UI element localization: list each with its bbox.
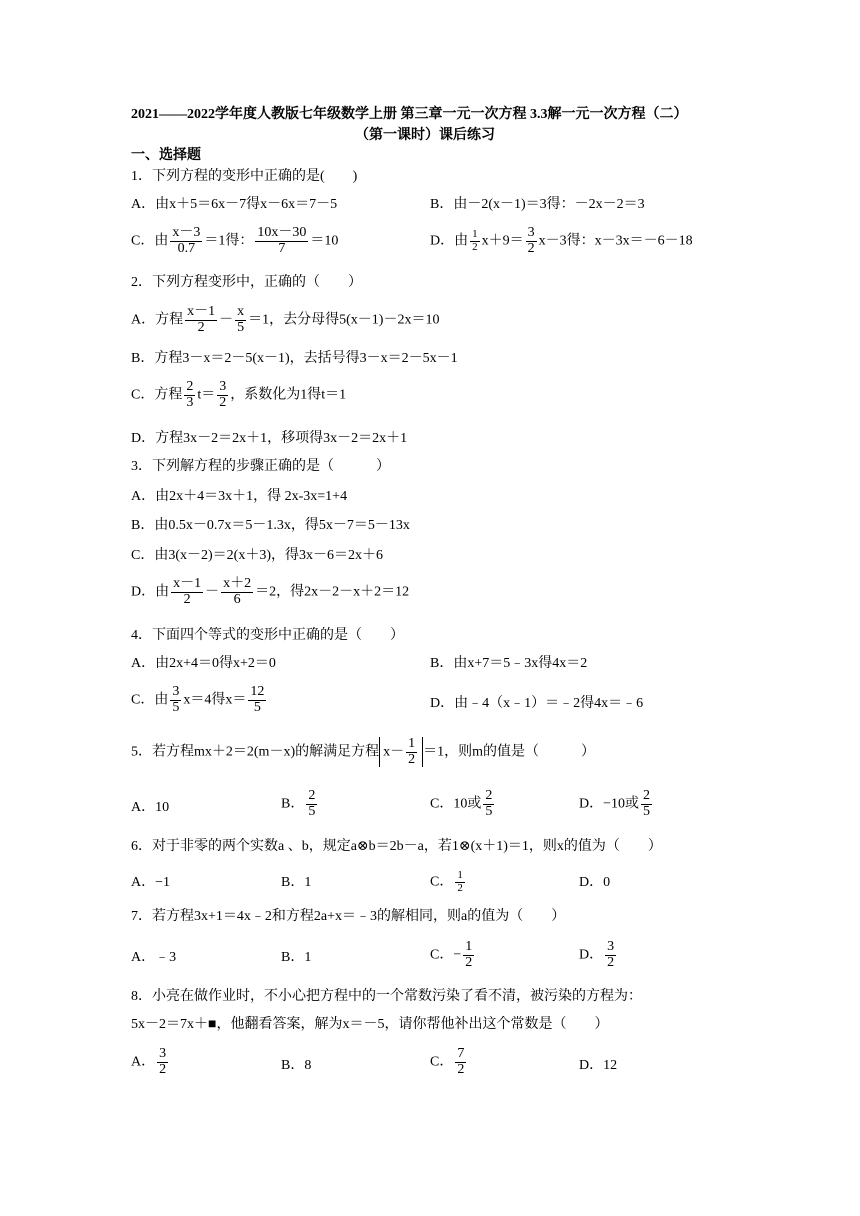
q5-option-b: B． $\frac{2}{5}$: [281, 788, 316, 819]
q1-option-d: D．由 $\frac{1}{2}$ x＋9＝ $\frac{3}{2}$ x－3得：x－3x＝－6－18: [430, 225, 693, 256]
question-2-stem: 2．下列方程变形中，正确的（ ）: [131, 275, 362, 290]
section-heading: 一、选择题: [131, 148, 201, 163]
q4-option-a: A．由2x+4＝0得x+2＝0: [131, 656, 276, 671]
q6-option-a: A．−1: [131, 875, 171, 890]
q8-option-d: D．12: [579, 1058, 618, 1073]
q7-option-d: D． $\frac{3}{2}$: [579, 939, 615, 970]
fraction: $\frac{3}{2}$: [219, 379, 227, 410]
q2-option-c: C．方程 $\frac{2}{3}$ t＝ $\frac{3}{2}$ ，系数化为1得t＝1: [131, 379, 347, 410]
q2-option-b: B．方程3－x＝2－5(x－1)，去括号得3－x＝2－5x－1: [131, 351, 458, 366]
q8-option-a: A． $\frac{3}{2}$: [131, 1046, 167, 1077]
fraction: $\frac{3}{5}$: [172, 684, 180, 715]
fraction: $\frac{1}{2}$: [472, 228, 478, 253]
q7-option-c: C．− $\frac{1}{2}$: [430, 939, 473, 970]
question-5-stem: 5．若方程mx＋2＝2(m－x)的解满足方程 x－ $\frac{1}{2}$ ＝1，则m的值是（ ）: [131, 736, 595, 767]
q2-option-d: D．方程3x－2＝2x＋1，移项得3x－2＝2x＋1: [131, 431, 408, 446]
q3-option-a: A．由2x＋4＝3x＋1，得 2x-3x=1+4: [131, 489, 348, 504]
question-1-stem: 1．下列方程的变形中正确的是( ): [131, 169, 358, 184]
fraction: $\frac{12}{5}$: [250, 684, 265, 715]
q5-option-d: D．−10或 $\frac{2}{5}$: [579, 788, 651, 819]
title-line-1: 2021——2022学年度人教版七年级数学上册 第三章一元一次方程 3.3解一元一次方程（二）: [131, 107, 688, 122]
q8-option-b: B．8: [281, 1058, 312, 1073]
q3-option-d: D．由 $\frac{x-1}{2}$ － $\frac{x+2}{6}$ ＝2，得2x－2－x＋2＝12: [131, 576, 410, 607]
fraction: $\frac{x-1}{2}$: [187, 304, 216, 335]
fraction: $\frac{1}{2}$: [408, 736, 416, 767]
question-3-stem: 3．下列解方程的步骤正确的是（ ）: [131, 459, 390, 474]
fraction: $\frac{7}{2}$: [457, 1046, 465, 1077]
q1-option-b: B．由－2(x－1)＝3得：－2x－2＝3: [430, 197, 645, 212]
fraction: $\frac{10x-30}{7}$: [257, 225, 307, 256]
q6-option-d: D．0: [579, 875, 611, 890]
question-6-stem: 6．对于非零的两个实数a 、b，规定a⊗b＝2b－a，若1⊗(x＋1)＝1，则x的值为（ ）: [131, 839, 662, 854]
fraction: $\frac{x-3}{0.7}$: [172, 225, 201, 256]
question-4-stem: 4．下面四个等式的变形中正确的是（ ）: [131, 628, 404, 643]
q3-option-b: B．由0.5x－0.7x＝5－1.3x，得5x－7＝5－13x: [131, 518, 410, 533]
q8-option-c: C． $\frac{7}{2}$: [430, 1046, 465, 1077]
q7-option-b: B．1: [281, 950, 312, 965]
q1-option-c: C．由 $\frac{x-3}{0.7}$ ＝1得： $\frac{10x-30}{7}$ ＝10: [131, 225, 339, 256]
question-7-stem: 7．若方程3x+1＝4x﹣2和方程2a+x＝﹣3的解相同，则a的值为（ ）: [131, 909, 566, 924]
question-8-stem-line-1: 8．小亮在做作业时，不小心把方程中的一个常数污染了看不清，被污染的方程为：: [131, 989, 642, 1004]
q7-option-a: A．﹣3: [131, 950, 177, 965]
fraction: $\frac{x+2}{6}$: [223, 576, 252, 607]
fraction: $\frac{3}{2}$: [159, 1046, 167, 1077]
q4-option-c: C．由 $\frac{3}{5}$ x＝4得x＝ $\frac{12}{5}$: [131, 684, 265, 715]
q3-option-c: C．由3(x－2)＝2(x＋3)，得3x－6＝2x＋6: [131, 548, 383, 563]
q2-option-a: A．方程 $\frac{x-1}{2}$ － $\frac{x}{5}$ ＝1，去分母得5(x－1)－2x＝10: [131, 304, 440, 335]
q6-option-c: C． $\frac{1}{2}$: [430, 869, 463, 894]
q4-option-d: D．由﹣4（x﹣1）＝﹣2得4x＝﹣6: [430, 696, 644, 711]
q4-option-b: B．由x+7＝5﹣3x得4x＝2: [430, 656, 588, 671]
q6-option-b: B．1: [281, 875, 312, 890]
question-8-stem-line-2: 5x－2＝7x＋■，他翻看答案，解为x＝－5，请你帮他补出这个常数是（ ）: [131, 1017, 609, 1032]
fraction: $\frac{2}{5}$: [485, 788, 493, 819]
fraction: $\frac{3}{2}$: [527, 225, 535, 256]
fraction: $\frac{3}{2}$: [607, 939, 615, 970]
fraction: $\frac{2}{3}$: [186, 379, 194, 410]
q5-option-c: C．10或 $\frac{2}{5}$: [430, 788, 493, 819]
q5-option-a: A．10: [131, 800, 170, 815]
fraction: $\frac{1}{2}$: [465, 939, 473, 970]
fraction: $\frac{x}{5}$: [237, 304, 245, 335]
fraction: $\frac{1}{2}$: [457, 869, 463, 894]
absolute-value: x－ $\frac{1}{2}$: [379, 737, 423, 767]
fraction: $\frac{x-1}{2}$: [173, 576, 202, 607]
fraction: $\frac{2}{5}$: [308, 788, 316, 819]
title-line-2: （第一课时）课后练习: [355, 128, 495, 143]
fraction: $\frac{2}{5}$: [643, 788, 651, 819]
q1-option-a: A．由x＋5＝6x－7得x－6x＝7－5: [131, 197, 338, 212]
